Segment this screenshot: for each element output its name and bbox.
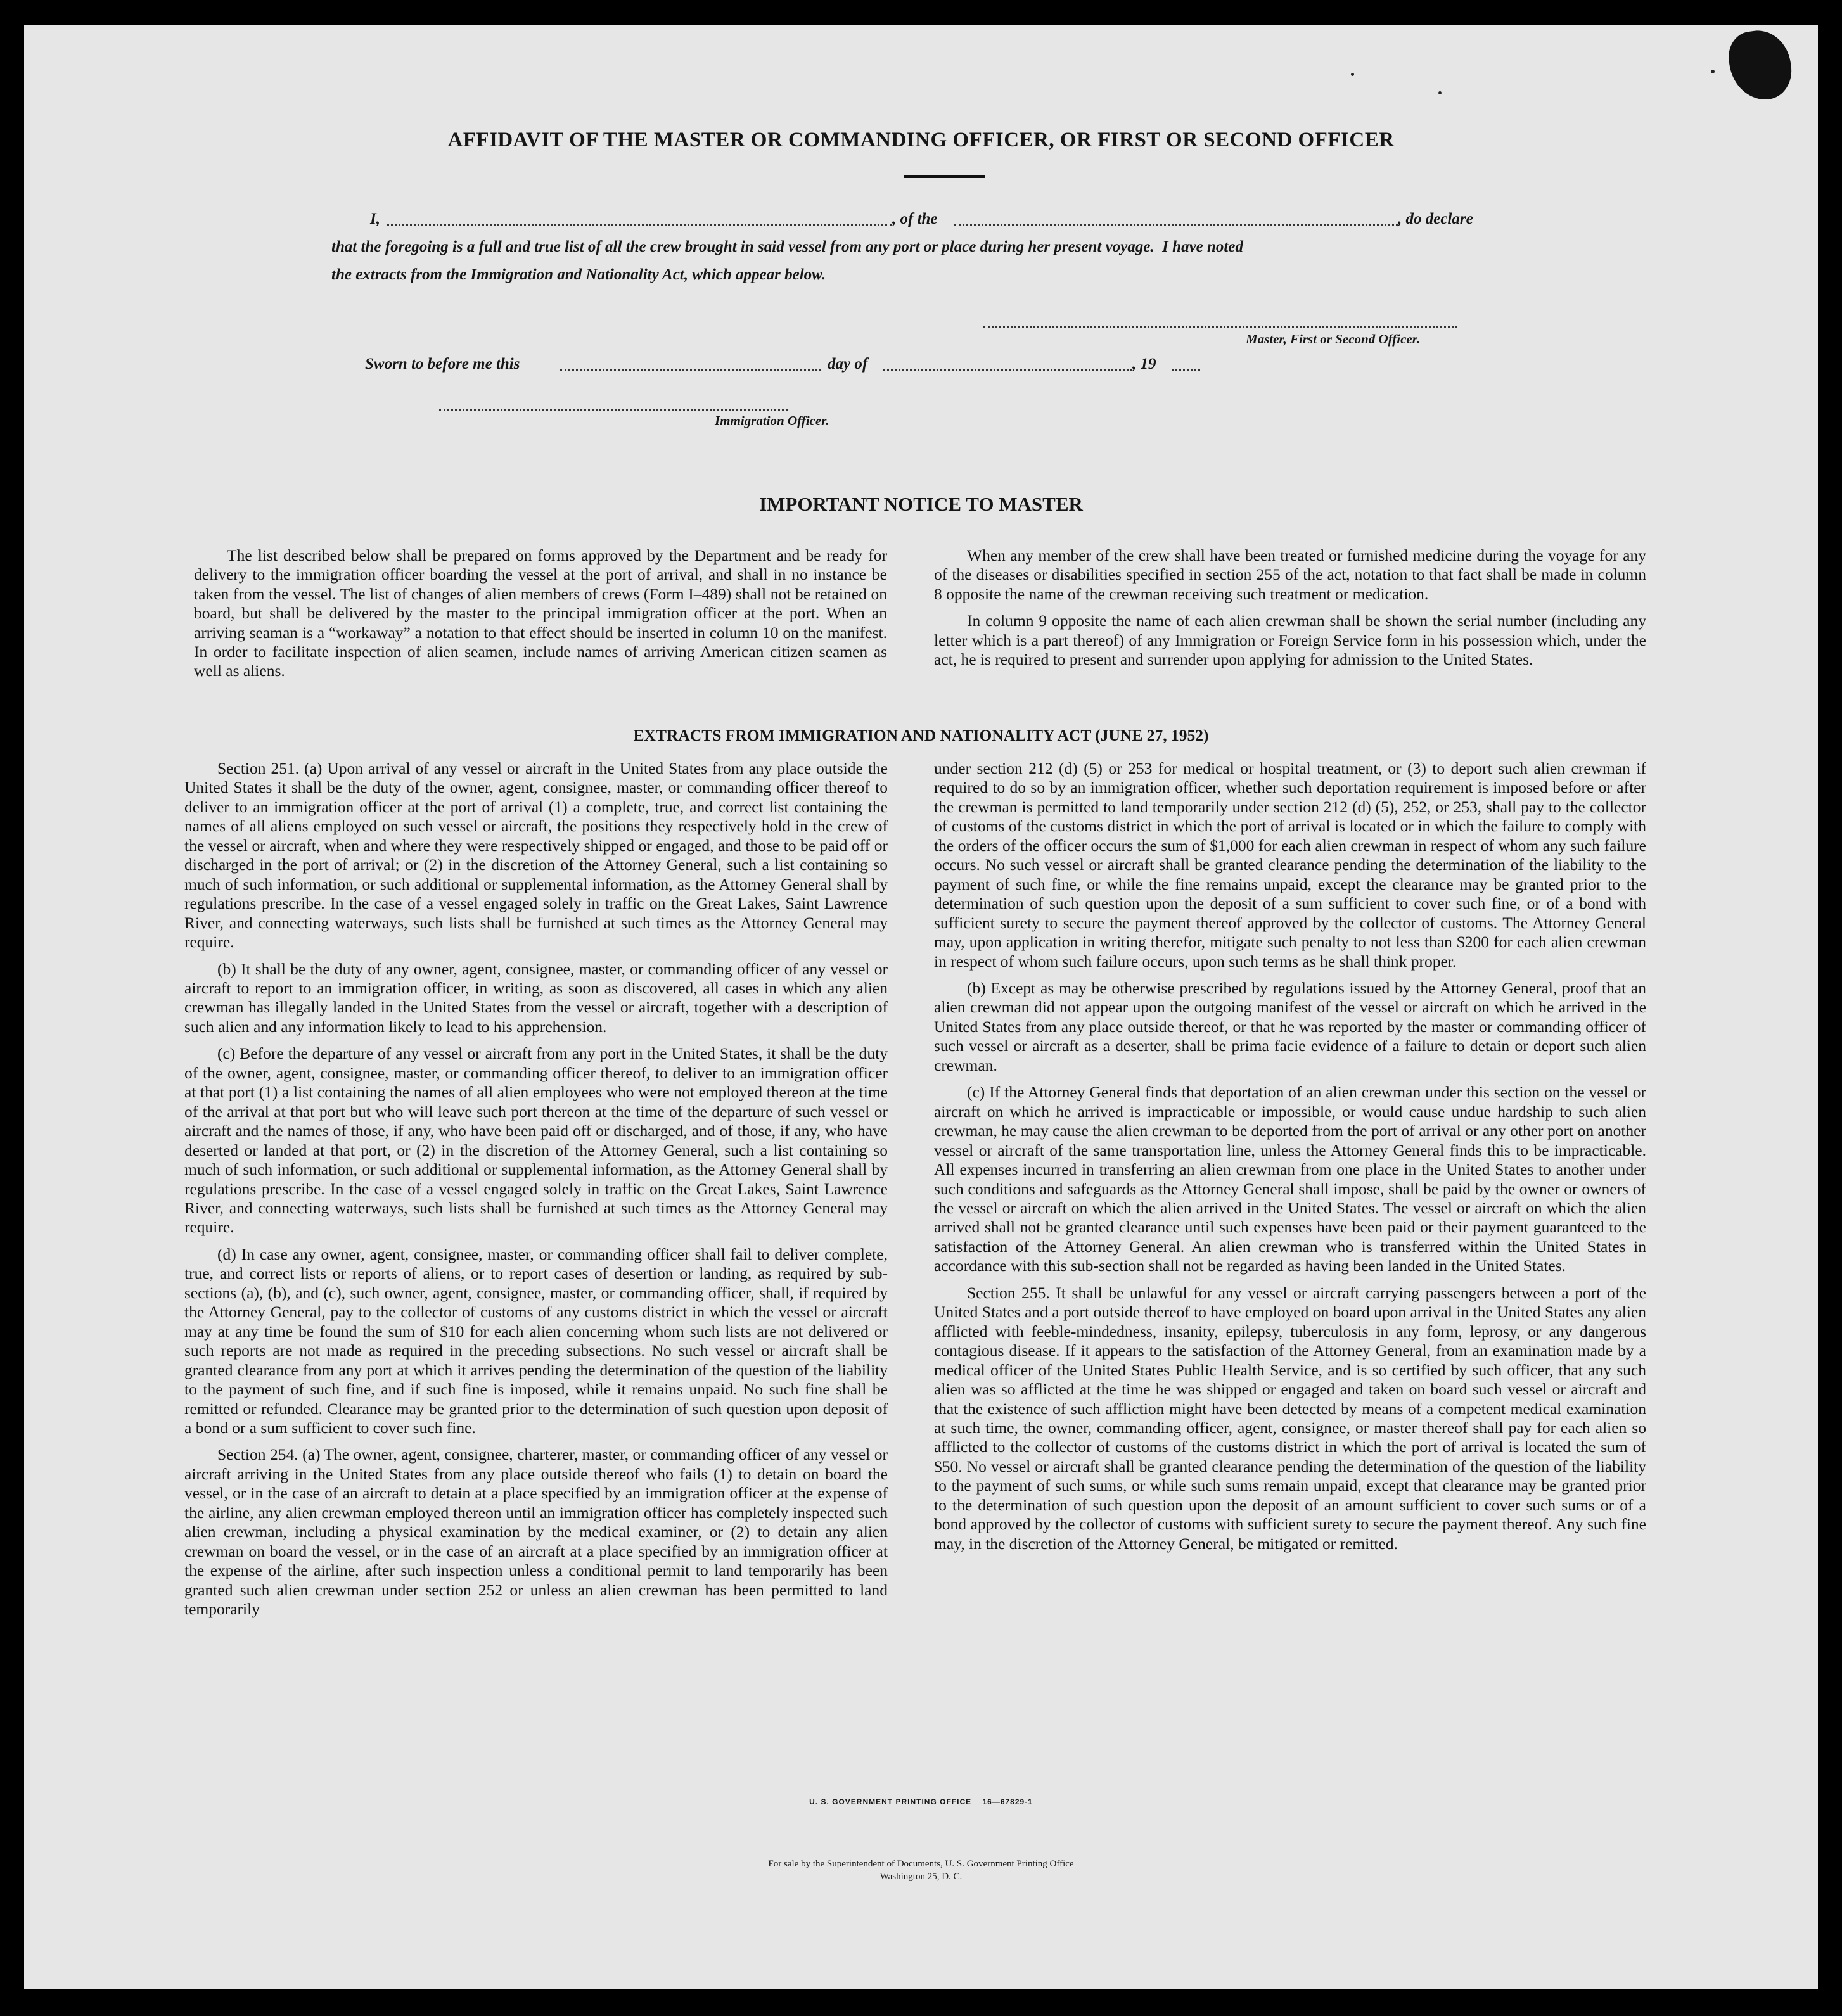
title-underline xyxy=(904,175,985,178)
section-255: Section 255. It shall be unlawful for any vessel or aircraft carrying passengers between a port of the United States and a port outside thereof to have employed on board upon arrival in the United States any alien afflicted with feeble-mindedness, insanity, epilepsy, tuberculosis in any form, leprosy, or any dangerous contagious disease. If it appears to the satisfaction of the Attorney General, from an examination made by a medical officer of the United States Public Health Service, and is so certified by such officer, that any such alien was so afflicted at the time he was shipped or engaged and taken on board such vessel or aircraft and that the existence of such affliction might have been detected by means of a competent medical examination at such time, the owner, commanding officer, agent, consignee, or master thereof shall pay for each alien so afflicted to the collector of customs of the customs district in which the port of arrival is located the sum of $50. No vessel or aircraft shall be granted clearance pending the determination of the question of the liability to the payment of such sums, or while such sums remain unpaid, except that clearance may be granted prior to the determination of such question upon the deposit of an amount sufficient to cover such sums or of a bond approved by the collector of customs with sufficient surety to secure the payment thereof. Any such fine may, in the discretion of the Attorney General, be mitigated or remitted. xyxy=(934,1283,1646,1553)
year-label: , 19 xyxy=(1132,355,1156,373)
of-the-label: , of the xyxy=(892,210,938,227)
document-page xyxy=(24,25,1818,1989)
section-251-d: (d) In case any owner, agent, consignee, master, or commanding officer shall fail to deliver complete, true, and correct lists or reports of aliens, or to report cases of desertion or landing, as required by sub-sections (a), (b), and (c), such owner, agent, consignee, master, or commanding officer, shall, if required by the Attorney General, pay to the collector of customs of any customs district in which the vessel or aircraft may at any time be found the sum of $10 for each alien concerning whom such lists are not delivered or such reports are not made as required in the preceding subsections. No such vessel or aircraft shall be granted clearance from any port at which it arrives pending the determination of the question of the liability to the payment of such fine, and if such fine is imposed, while it remains unpaid. No such fine shall be remitted or refunded. Clearance may be granted prior to the determination of such question upon deposit of a bond or a sum sufficient to cover such fine. xyxy=(184,1244,888,1437)
section-254-a-continued: under section 212 (d) (5) or 253 for medical or hospital treatment, or (3) to deport such alien crewman if required to do so by an immigration officer, whether such deportation requirement is imposed before or after the crewman is permitted to land temporarily under section 212 (d) (5), 252, or 253, shall pay to the collector of customs of the customs district in which the port of arrival is located or in which the failure to comply with the orders of the officer occurs the sum of $1,000 for each alien crewman in respect of whom any such failure occurs. No such vessel or aircraft shall be granted clearance pending the determination of the liability to the payment of such fine, or while the fine remains unpaid, except the clearance may be granted prior to the determination of such question upon the deposit of a sum sufficient to cover such fine, or of a bond with sufficient surety to secure the payment thereof approved by the collector of customs. The Attorney General may, upon application in writing therefor, mitigate such penalty to not less than $200 for each alien crewman in respect of whom such failure occurs, upon such terms as he shall think proper. xyxy=(934,759,1646,971)
section-254-c: (c) If the Attorney General finds that deportation of an alien crewman under this section on the vessel or aircraft on which he arrived is impracticable or impossible, or would cause undue hardship to such alien crewman, he may cause the alien crewman to be deported from the port of arrival or any other port on another vessel or aircraft of the same transportation line, unless the Attorney General finds this to be impracticable. All expenses incurred in transferring an alien crewman from one place in the United States to another under such conditions and safeguards as the Attorney General shall impose, shall be paid by the owner or owners of the vessel or aircraft on which the alien arrived in the United States. The vessel or aircraft on which the alien arrived shall not be granted clearance until such expenses have been paid or their payment guaranteed to the satisfaction of the Attorney General. An alien crewman who is transferred within the United States in accordance with this sub-section shall not be regarded as having been landed in the United States. xyxy=(934,1083,1646,1275)
printing-office-line: U. S. GOVERNMENT PRINTING OFFICE 16—67829-1 xyxy=(809,1797,1033,1806)
notice-title: IMPORTANT NOTICE TO MASTER xyxy=(759,493,1083,515)
scan-speck xyxy=(1711,70,1715,73)
day-of-label: day of xyxy=(828,355,868,373)
section-254-b: (b) Except as may be otherwise prescribed by regulations issued by the Attorney General, proof that an alien crewman did not appear upon the outgoing manifest of the vessel or aircraft on which he arrived in the United States from any place outside thereof, or that he was reported by the master or commanding officer of such vessel or aircraft as a deserter, shall be prima facie evidence of a failure to detain or deport such alien crewman. xyxy=(934,978,1646,1075)
sworn-day-field[interactable] xyxy=(560,369,821,371)
scan-speck xyxy=(1438,91,1442,94)
section-251-a: Section 251. (a) Upon arrival of any vessel or aircraft in the United States from any place outside the United States it shall be the duty of the owner, agent, consignee, master, or commanding officer thereof to deliver to an immigration officer at the port of arrival (1) a complete, true, and correct list containing the names of all aliens employed on such vessel or aircraft, the positions they respectively hold in the crew of the vessel or aircraft, when and where they were respectively shipped or engaged, and those to be paid off or discharged in the port of arrival; or (2) in the discretion of the Attorney General, such a list containing so much of such information, or such additional or supplemental information, as the Attorney General shall by regulations prescribe. In the case of a vessel engaged solely in traffic on the Great Lakes, Saint Lawrence River, and connecting waterways, such lists shall be furnished at such times as the Attorney General may require. xyxy=(184,759,888,952)
declarant-prefix: I, xyxy=(370,210,380,227)
section-251-b: (b) It shall be the duty of any owner, agent, consignee, master, or commanding officer of any vessel or aircraft to report to an immigration officer, in writing, as soon as discovered, all cases in which any alien crewman has illegally landed in the United States from the vessel or aircraft, together with a description of such alien and any information likely to lead to his apprehension. xyxy=(184,959,888,1036)
section-254-a: Section 254. (a) The owner, agent, consignee, charterer, master, or commanding officer of any vessel or aircraft arriving in the United States from any place outside thereof who fails (1) to detain on board the vessel, or in the case of an aircraft to detain at a place specified by an immigration officer at the expense of the airline, any alien crewman employed thereon until an immigration officer has completely inspected such alien crewman, including a physical examination by the medical examiner, or (2) to detain any alien crewman on board the vessel, or in the case of an aircraft at a place specified by an immigration officer at the expense of the airline, after such inspection unless a conditional permit to land temporarily has been granted such alien crewman under section 252 or unless an alien crewman has been permitted to land temporarily xyxy=(184,1445,888,1619)
notice-left-paragraph: The list described below shall be prepared on forms approved by the Department and be ready for delivery to the immigration officer boarding the vessel at the port of arrival, and shall in no instance be taken from the vessel. The list of changes of alien members of crews (Form I–489) shall not be retained on board, but shall be delivered by the master to the principal immigration officer at the port. When an arriving seaman is a “workaway” a notation to that effect should be inserted in column 10 on the manifest. In order to facilitate inspection of alien seamen, include names of arriving American citizen seamen as well as aliens. xyxy=(194,546,887,680)
declarant-name-field[interactable] xyxy=(387,224,892,226)
extracts-left-column xyxy=(184,759,888,1626)
do-declare-label: , do declare xyxy=(1398,210,1473,227)
declaration-line-2: that the foregoing is a full and true list of all the crew brought in said vessel from any port or place during her present voyage. I have noted xyxy=(331,238,1243,255)
master-signature-field[interactable] xyxy=(983,326,1457,328)
scan-speck xyxy=(1351,73,1354,76)
affidavit-title: AFFIDAVIT OF THE MASTER OR COMMANDING OFFICER, OR FIRST OR SECOND OFFICER xyxy=(447,129,1395,151)
notice-right-column xyxy=(934,546,1646,677)
vessel-name-field[interactable] xyxy=(954,224,1398,226)
sale-line-1: For sale by the Superintendent of Documents, U. S. Government Printing Office xyxy=(768,1859,1074,1869)
extracts-right-column xyxy=(934,759,1646,1561)
section-251-c: (c) Before the departure of any vessel or aircraft from any port in the United States, it shall be the duty of the owner, agent, consignee, master, or commanding officer thereof, to deliver to an immigration officer at that port (1) a list containing the names of all alien employees who were not employed thereon at the time of the arrival at that port but who will leave such port thereon at the time of the departure of such vessel or aircraft and the names of those, if any, who have been paid off or discharged, and of those, if any, who have deserted or landed at that port, or (2) in the discretion of the Attorney General, such a list containing so much of such information, or such additional or supplemental information, as the Attorney General shall by regulations prescribe. In the case of a vessel engaged solely in traffic on the Great Lakes, Saint Lawrence River, and connecting waterways, such lists shall be furnished at such times as the Attorney General may require. xyxy=(184,1044,888,1237)
sworn-month-field[interactable] xyxy=(883,369,1132,371)
master-signature-label: Master, First or Second Officer. xyxy=(1246,331,1420,347)
notice-right-paragraph-2: In column 9 opposite the name of each alien crewman shall be shown the serial number (including any letter which is a part thereof) of any Immigration or Foreign Service form in his possession which, under the act, he is required to present and surrender upon applying for admission to the United States. xyxy=(934,611,1646,669)
sworn-year-field[interactable] xyxy=(1172,369,1200,371)
extracts-title: EXTRACTS FROM IMMIGRATION AND NATIONALITY ACT (JUNE 27, 1952) xyxy=(633,726,1209,744)
notice-left-column xyxy=(194,546,887,689)
sale-line-2: Washington 25, D. C. xyxy=(879,1872,963,1882)
immigration-officer-signature-field[interactable] xyxy=(439,409,788,411)
immigration-officer-label: Immigration Officer. xyxy=(715,413,829,428)
corner-ink-blot xyxy=(1725,27,1795,104)
sworn-label: Sworn to before me this xyxy=(365,355,520,373)
notice-right-paragraph-1: When any member of the crew shall have been treated or furnished medicine during the voyage for any of the diseases or disabilities specified in section 255 of the act, notation to that fact shall be made in column 8 opposite the name of the crewman receiving such treatment or medication. xyxy=(934,546,1646,603)
declaration-line-3: the extracts from the Immigration and Nationality Act, which appear below. xyxy=(331,266,826,283)
